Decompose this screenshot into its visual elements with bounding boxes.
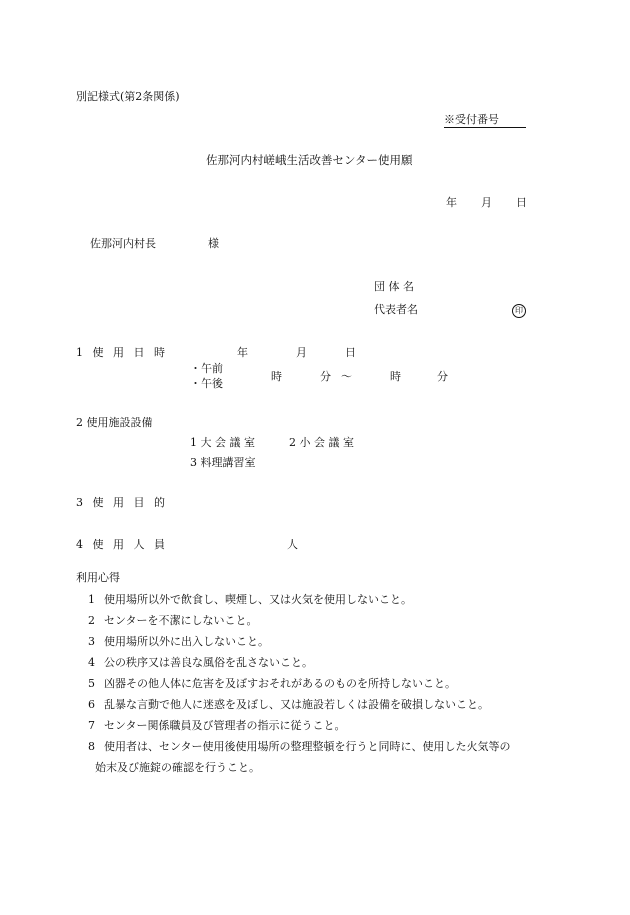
rule-number: 1 xyxy=(88,593,95,606)
rules-heading: 利用心得 xyxy=(76,571,120,584)
people-label: 4 使 用 人 員 xyxy=(76,538,168,551)
list-item xyxy=(88,740,511,754)
date-month: 月 xyxy=(481,196,492,209)
list-item xyxy=(88,656,313,670)
list-item xyxy=(88,593,412,607)
facility-item: 2 小 会 議 室 xyxy=(289,436,354,449)
end-minute: 分 xyxy=(437,370,448,383)
representative-label: 代表者名 xyxy=(374,303,418,316)
start-hour: 時 xyxy=(271,370,282,383)
rule-text: 乱暴な言動で他人に迷惑を及ぼし、又は施設若しくは設備を破損しないこと。 xyxy=(104,698,489,711)
list-item xyxy=(88,614,258,628)
rule-text: 使用場所以外で飲食し、喫煙し、又は火気を使用しないこと。 xyxy=(104,593,412,606)
rule-number: 3 xyxy=(88,635,95,648)
range-tilde: ～ xyxy=(341,370,352,383)
end-hour: 時 xyxy=(390,370,401,383)
facility-item: 3 料理講習室 xyxy=(190,456,256,469)
rule-continuation: 始末及び施錠の確認を行うこと。 xyxy=(95,761,260,774)
rule-number: 7 xyxy=(88,719,95,732)
start-minute: 分 xyxy=(320,370,331,383)
pm-option: ・午後 xyxy=(190,377,223,390)
date-year: 年 xyxy=(446,196,457,209)
date-day: 日 xyxy=(516,196,527,209)
purpose-label: 3 使 用 目 的 xyxy=(76,496,168,509)
usage-year: 年 xyxy=(237,346,248,359)
page-title: 佐那河内村嵯峨生活改善センター使用願 xyxy=(206,153,413,167)
facility-item: 1 大 会 議 室 xyxy=(190,436,255,449)
seal-icon: 印 xyxy=(512,304,526,318)
rule-number: 8 xyxy=(88,740,95,753)
list-item xyxy=(88,698,489,712)
facilities-label: 2 使用施設設備 xyxy=(76,416,153,429)
rule-text: センターを不潔にしないこと。 xyxy=(104,614,258,627)
usage-datetime-label: 1 使 用 日 時 xyxy=(76,346,168,359)
usage-day: 日 xyxy=(345,346,356,359)
rule-number: 6 xyxy=(88,698,95,711)
addressee-name: 佐那河内村長 xyxy=(90,237,156,250)
addressee-honorific: 様 xyxy=(208,237,219,250)
rule-text: 使用者は、センター使用後使用場所の整理整頓を行うと同時に、使用した火気等の xyxy=(104,740,511,753)
group-name-label: 団 体 名 xyxy=(374,280,414,293)
seal-mark xyxy=(512,303,526,318)
list-item xyxy=(88,719,346,733)
form-label: 別記様式(第2条関係) xyxy=(76,90,180,103)
rule-text: 凶器その他人体に危害を及ぼすおそれがあるのものを所持しないこと。 xyxy=(104,677,456,690)
usage-month: 月 xyxy=(296,346,307,359)
am-option: ・午前 xyxy=(190,362,223,375)
list-item xyxy=(88,635,269,649)
list-item xyxy=(88,677,456,691)
receipt-number-label: ※受付番号 xyxy=(444,113,499,126)
rule-number: 5 xyxy=(88,677,95,690)
rule-text: センター関係職員及び管理者の指示に従うこと。 xyxy=(104,719,346,732)
people-unit: 人 xyxy=(287,538,298,551)
rule-text: 公の秩序又は善良な風俗を乱さないこと。 xyxy=(104,656,313,669)
rule-number: 2 xyxy=(88,614,95,627)
receipt-number-underline xyxy=(444,127,526,128)
rule-number: 4 xyxy=(88,656,95,669)
rule-text: 使用場所以外に出入しないこと。 xyxy=(104,635,269,648)
